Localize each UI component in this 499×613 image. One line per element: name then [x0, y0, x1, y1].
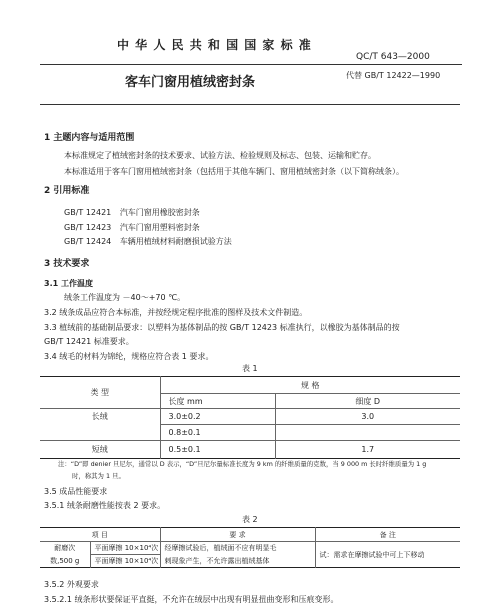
table-1-length-cell: 0.8±0.1 — [160, 425, 275, 441]
clause-3-3-line-2: GB/T 12421 标准要求。 — [44, 337, 134, 346]
section-2-heading: 2 引用标准 — [44, 186, 90, 196]
table-1-length-header: 长度 mm — [160, 394, 275, 409]
reference-name: 汽车门窗用塑料密封条 — [119, 223, 200, 232]
clause-3-1-text: 绒条工作温度为 －40～+70 ℃。 — [64, 293, 186, 302]
document-title: 客车门窗用植绒密封条 — [125, 75, 256, 90]
section-3-heading: 3 技术要求 — [44, 259, 90, 269]
table-1-col1-header: 类 型 — [40, 377, 160, 409]
table-1-note-line-1: 注：“D”即 denier 旦尼尔，通常以 D 表示，“D”旦尼尔量标准长度为 9 km 的纤维质量的克数，当 9 000 m 长时纤维质量为 1 g — [58, 460, 427, 468]
section-1-para-2: 本标准适用于客车门窗用植绒密封条（包括用于其他车辆门、窗用植绒密封条（以下简称绒条）。 — [64, 167, 404, 176]
table-2-item-label: 耐磨次 — [54, 544, 76, 553]
standard-number: QC/T 643—2000 — [356, 52, 430, 62]
clause-3-5-2-1: 3.5.2.1 绒条形状要保证平直挺，不允许在绒层中出现有明显扭曲变形和压痕变形。 — [44, 595, 339, 604]
table-2-condition-cell: 平面摩擦 10×10⁴次 — [90, 555, 160, 568]
reference-2 — [64, 223, 200, 233]
replaces-standard: 代替 GB/T 12422—1990 — [346, 71, 441, 80]
reference-code: GB/T 12423 — [64, 223, 112, 232]
table-1-fineness-header: 细度 D — [275, 394, 460, 409]
table-2-remark-cell: 试：需求在摩擦试验中可上下移动 — [319, 550, 425, 559]
table-1-type-cell — [40, 425, 160, 441]
table-1 — [40, 376, 460, 459]
reference-code: GB/T 12424 — [64, 237, 112, 246]
reference-3 — [64, 237, 232, 247]
table-2 — [40, 527, 460, 568]
title-divider — [40, 104, 460, 105]
table-1-type-cell: 短绒 — [40, 441, 160, 459]
table-2-caption: 表 2 — [242, 515, 258, 524]
publisher-line: 中 华 人 民 共 和 国 国 家 标 准 — [117, 38, 312, 52]
header-divider — [40, 64, 462, 65]
table-1-col2-header: 规 格 — [160, 377, 460, 394]
clause-3-5: 3.5 成品性能要求 — [44, 487, 108, 496]
table-1-fineness-cell: 3.0 — [275, 409, 460, 425]
reference-name: 车辆用植绒材料耐磨损试验方法 — [119, 237, 232, 246]
clause-3-1: 3.1 工作温度 — [44, 279, 93, 288]
table-2-item-sub-cell: 数,500 g — [40, 555, 90, 568]
table-2-requirement-cell: 经摩擦试验后，植绒面不应有明显毛 — [160, 542, 315, 555]
clause-3-2: 3.2 绒条成品应符合本标准，并按经规定程序批准的图样及技术文件制造。 — [44, 308, 308, 317]
reference-1 — [64, 208, 200, 218]
table-1-length-cell: 0.5±0.1 — [160, 441, 275, 459]
table-1-fineness-cell — [275, 425, 460, 441]
section-1-para-1: 本标准规定了植绒密封条的技术要求、试验方法、检验规则及标志、包装、运输和贮存。 — [64, 151, 376, 160]
table-2-col3-header: 备 注 — [379, 530, 396, 539]
table-1-note-line-2: 时，称其为 1 旦。 — [72, 472, 125, 480]
table-2-item-cell — [40, 542, 90, 555]
reference-name: 汽车门窗用橡胶密封条 — [119, 208, 200, 217]
clause-3-3-line-1: 3.3 植绒前的基础制品要求：以塑料为基体制品的按 GB/T 12423 标准执行，以橡胶为基体制品的按 — [44, 323, 400, 332]
table-1-caption: 表 1 — [242, 364, 258, 373]
clause-3-5-1: 3.5.1 绒条耐磨性能按表 2 要求。 — [44, 501, 166, 510]
clause-3-5-2: 3.5.2 外观要求 — [44, 580, 99, 589]
table-2-col1-header: 项 目 — [40, 528, 160, 542]
table-2-requirement-cell: 刺现象产生，不允许露出植绒基体 — [160, 555, 315, 568]
section-1-heading: 1 主题内容与适用范围 — [44, 133, 135, 143]
table-1-type-cell: 长绒 — [40, 409, 160, 425]
clause-3-4: 3.4 绒毛的材料为锦纶，规格应符合表 1 要求。 — [44, 352, 214, 361]
table-1-length-cell: 3.0±0.2 — [160, 409, 275, 425]
reference-code: GB/T 12421 — [64, 208, 112, 217]
table-2-condition-cell: 平面摩擦 10×10⁴次 — [90, 542, 160, 555]
table-2-col2-header: 要 求 — [160, 528, 315, 542]
table-1-fineness-cell: 1.7 — [361, 445, 375, 454]
